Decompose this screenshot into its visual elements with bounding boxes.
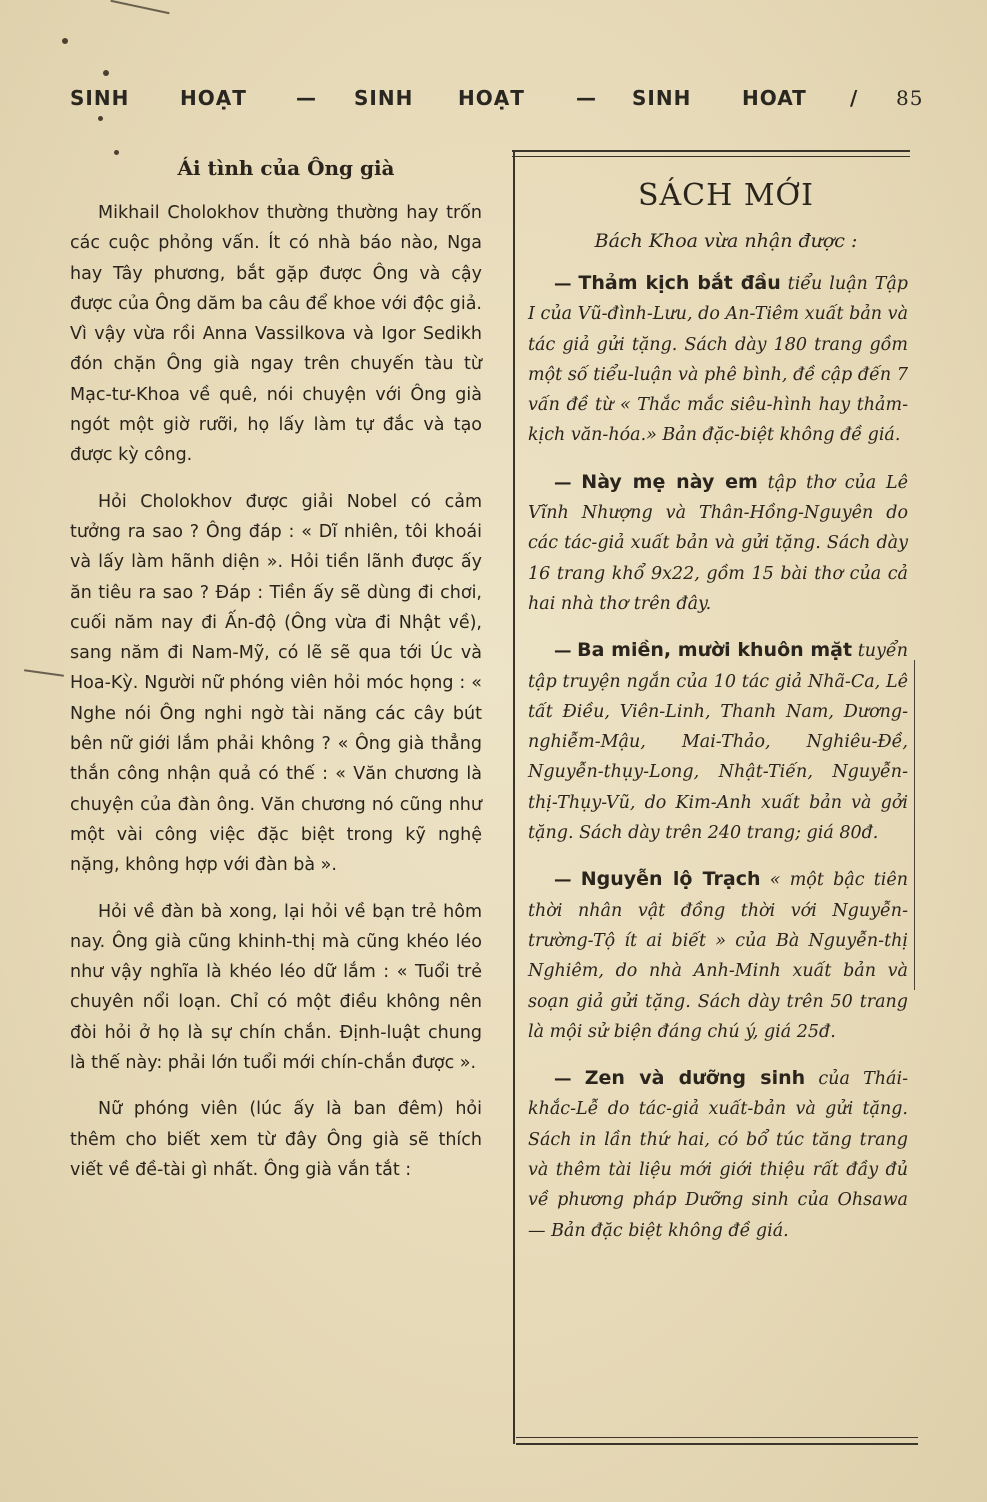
header-word: HOẠT	[458, 86, 525, 110]
book-list	[528, 268, 908, 1262]
box-rule-right	[914, 660, 915, 990]
book-description: « một bậc tiên thời nhân vật đồng thời với Nguyễn-trường-Tộ ít ai biết » của Bà Nguyễn-thị Nghiêm, do nhà Anh-Minh xuất bản và soạn giả gửi tặng. Sách dày trên 50 trang là mội sử biện đáng chú ý, giá 25đ.	[528, 870, 908, 1042]
book-entry	[528, 467, 908, 619]
book-entry	[528, 864, 908, 1047]
book-entry	[528, 268, 908, 451]
book-title: Ba miền, mười khuôn mặt	[577, 639, 853, 662]
entry-dash: —	[554, 870, 572, 891]
header-separator: —	[296, 86, 317, 110]
article-paragraph: Mikhail Cholokhov thường thường hay trốn các cuộc phỏng vấn. Ít có nhà báo nào, Nga hay Tây phương, bắt gặp được Ông và cậy được của Ông dăm ba câu để khoe với độc giả. Vì vậy vừa rồi Anna Vassilkova và Igor Sedikh đón chặn Ông già ngay trên chuyến tàu từ Mạc-tư-Khoa về quê, nói chuyện với Ông già ngót một giờ rưỡi, họ lấy làm tự đắc và tạo được kỳ công.	[70, 203, 482, 466]
book-description: tiểu luận Tập I của Vũ-đình-Lưu, do An-Tiêm xuất bản và tác giả gửi tặng. Sách dày 180 trang gồm một số tiểu-luận và phê bình, đề cập đến 7 vấn đề từ « Thắc mắc siêu-hình hay thảm-kịch văn-hóa.» Bản đặc-biệt không đề giá.	[528, 274, 908, 446]
book-description: tập thơ của Lê Vĩnh Nhượng và Thân-Hồng-Nguyên do các tác-giả xuất bản và gửi tặng. Sách dày 16 trang khổ 9x22, gồm 15 bài thơ của cả hai nhà thơ trên đây.	[528, 472, 908, 614]
book-description: tuyển tập truyện ngắn của 10 tác giả Nhã-Ca, Lê tất Điều, Viên-Linh, Thanh Nam, Dương-nghiễm-Mậu, Mai-Thảo, Nghiêu-Đề, Nguyễn-thụy-Long, Nhật-Tiến, Nguyễn-thị-Thụy-Vũ, do Kim-Anh xuất bản và gởi tặng. Sách dày trên 240 trang; giá 80đ.	[528, 641, 908, 844]
article-paragraph: Nữ phóng viên (lúc ấy là ban đêm) hỏi thêm cho biết xem từ đây Ông già sẽ thích viết về đề-tài gì nhất. Ông già vắn tắt :	[70, 1099, 482, 1180]
article-paragraph: Hỏi về đàn bà xong, lại hỏi về bạn trẻ hôm nay. Ông già cũng khinh-thị mà cũng khéo léo như vậy nghĩa là khéo léo dữ lắm : « Tuổi trẻ chuyên nổi loạn. Chỉ có một điều không nên đòi hỏi ở họ là sự chín chắn. Định-luật chung là thế này: phải lớn tuổi mới chín-chắn được ».	[70, 901, 482, 1074]
header-word: HOAT	[742, 86, 807, 110]
header-word: SINH	[354, 86, 414, 110]
page-number: 85	[896, 86, 924, 110]
book-entry	[528, 1063, 908, 1246]
section-title: SÁCH MỚI	[637, 178, 815, 213]
entry-dash: —	[554, 472, 572, 493]
header-slash: /	[850, 86, 859, 110]
book-title: Này mẹ này em	[581, 470, 758, 493]
ink-speck	[98, 116, 103, 121]
book-title: Nguyễn lộ Trạch	[580, 868, 761, 891]
new-books-box	[512, 150, 912, 1440]
book-title: Thảm kịch bắt đầu	[578, 272, 781, 294]
paper-scratch	[24, 669, 64, 677]
article-title: Ái tình của Ông già	[177, 156, 395, 180]
box-rule-bottom	[516, 1443, 918, 1445]
entry-dash: —	[554, 1069, 572, 1090]
article-column	[70, 150, 482, 1201]
header-separator: —	[576, 86, 597, 110]
running-header	[70, 86, 930, 116]
book-title: Zen và dưỡng sinh	[584, 1067, 806, 1090]
header-word: SINH	[632, 86, 692, 110]
header-word: HOẠT	[180, 86, 247, 110]
entry-dash: —	[554, 641, 572, 662]
book-description: của Thái-khắc-Lễ do tác-giả xuất-bản và gửi tặng. Sách in lần thứ hai, có bổ túc tăng trang và thêm tài liệu mới giới thiệu rất đầy đủ về phương pháp Dưỡng sinh của Ohsawa — Bản đặc biệt không đề giá.	[528, 1069, 908, 1241]
book-entry	[528, 635, 908, 848]
paper-scratch	[110, 0, 169, 14]
ink-speck	[103, 70, 109, 76]
header-word: SINH	[70, 86, 130, 110]
section-subtitle: Bách Khoa vừa nhận được :	[594, 230, 858, 252]
article-paragraph: Hỏi Cholokhov được giải Nobel có cảm tưởng ra sao ? Ông đáp : « Dĩ nhiên, tôi khoái và lấy làm hãnh diện ». Hỏi tiền lãnh được ấy ăn tiêu ra sao ? Đáp : Tiền ấy sẽ dùng đi chơi, cuối năm nay đi Ấn-độ (Ông vừa đi Nhật về), sang năm đi Nam-Mỹ, có lẽ sẽ qua tới Úc và Hoa-Kỳ. Người nữ phóng viên hỏi móc họng : « Nghe nói Ông nghi ngờ tài năng các cây bút bên nữ giới lắm phải không ? « Ông già thẳng thắn công nhận quả có thế : « Văn chương là chuyện của đàn ông. Văn chương nó cũng như một vài công việc đặc biệt trong kỹ nghệ nặng, không hợp với đàn bà ».	[70, 491, 482, 876]
entry-dash: —	[554, 274, 572, 294]
ink-speck	[62, 38, 68, 44]
